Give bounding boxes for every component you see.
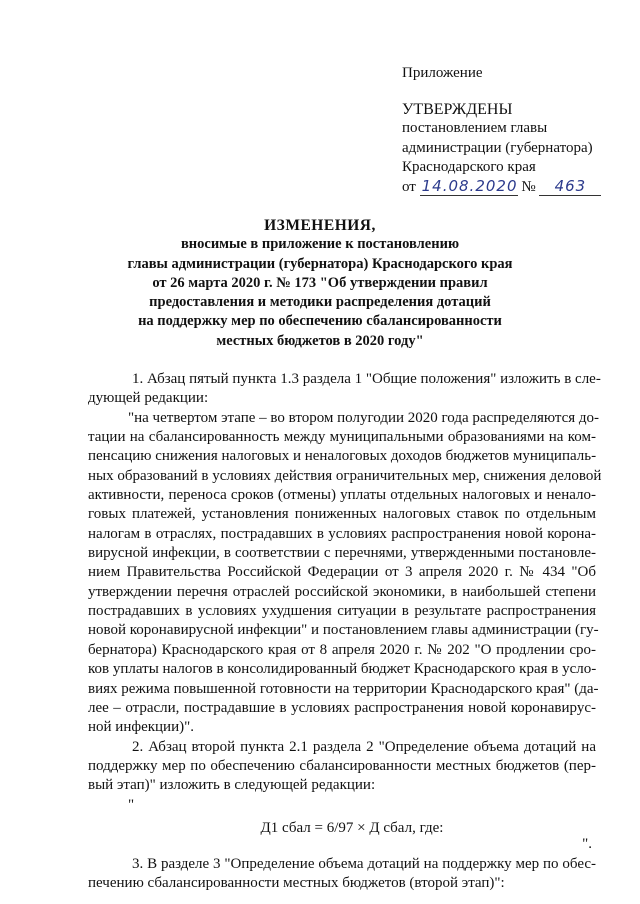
approval-line-3: Краснодарского края (402, 159, 536, 175)
quote-line: тации на сбалансированность между муниципальными образованиями на ком- (88, 429, 596, 446)
quote-line: утверждении перечня отраслей российской экономики, в наибольшей степени (88, 583, 596, 600)
title-line: местных бюджетов в 2020 году" (216, 332, 424, 349)
formula: Д1 сбал = 6/97 × Д сбал, где: (260, 819, 444, 836)
quote-line: бернатора) Краснодарского края от 8 апреля 2020 г. № 202 "О продлении сро- (88, 641, 596, 658)
paragraph-line: 3. В разделе 3 "Определение объема дотаций на поддержку мер по обес- (132, 855, 596, 872)
quote-line: ных образований в условиях действия ограничительных мер, снижения деловой (88, 467, 602, 484)
quote-line: вирусной инфекции, в соответствии с перечнями, утвержденными постановле- (88, 545, 596, 562)
paragraph-line: поддержку мер по обеспечению сбалансированности местных бюджетов (пер- (88, 757, 596, 774)
approval-line-1: постановлением главы (402, 120, 548, 136)
quote-line: "на четвертом этапе – во втором полугодии 2020 года распределяются до- (128, 409, 600, 426)
document-body (88, 370, 602, 893)
title-line: от 26 марта 2020 г. № 173 "Об утверждении правил (152, 274, 488, 291)
paragraph-line: 2. Абзац второй пункта 2.1 раздела 2 "Определение объема дотаций на (132, 738, 596, 755)
quote-line: ков уплаты налогов в консолидированный бюджет Краснодарского края в усло- (88, 661, 597, 678)
quote-line: говых платежей, установления пониженных налоговых ставок по отдельным (88, 506, 596, 523)
approval-line-2: администрации (губернатора) (402, 139, 593, 156)
quote-open-mark: " (128, 796, 135, 813)
handwritten-number: 463 (539, 178, 601, 196)
quote-line: ной инфекции)". (88, 719, 194, 736)
quote-line: нием Правительства Российской Федерации от 3 апреля 2020 г. № 434 "Об (88, 564, 596, 581)
from-label: от (402, 178, 416, 195)
paragraph-line: дующей редакции: (88, 390, 209, 407)
paragraph-line: вый этап)" изложить в следующей редакции: (88, 777, 376, 794)
handwritten-date: 14.08.2020 (421, 176, 518, 195)
approval-date-line (402, 178, 627, 198)
title-line: вносимые в приложение к постановлению (180, 236, 460, 253)
title-line: предоставления и методики распределения дотаций (149, 294, 491, 311)
quote-line: пенсацию снижения налоговых и неналоговых доходов бюджетов муниципаль- (88, 448, 597, 465)
quote-line: лее – отрасли, пострадавшие в условиях распространения новой коронавирус- (88, 699, 596, 716)
quote-line: пострадавших в условиях ухудшения ситуации в результате распространения (88, 603, 596, 620)
paragraph-line: печению сбалансированности местных бюджетов (второй этап)": (88, 874, 505, 891)
number-label: № (521, 178, 536, 195)
title-main: ИЗМЕНЕНИЯ, (264, 217, 376, 234)
paragraph-line: 1. Абзац пятый пункта 1.3 раздела 1 "Общие положения" изложить в сле- (132, 371, 601, 387)
appendix-label: Приложение (402, 65, 483, 81)
quote-line: виях режима повышенной готовности на территории Краснодарского края" (да- (88, 680, 599, 697)
quote-line: налогам в отраслях, пострадавших в условиях распространения новой корона- (88, 525, 596, 542)
document-title (90, 216, 550, 351)
title-line: главы администрации (губернатора) Краснодарского края (127, 255, 513, 272)
approval-block (402, 64, 627, 197)
title-line: на поддержку мер по обеспечению сбалансированности (138, 313, 502, 330)
quote-line: активности, переноса сроков (отмены) уплаты отдельных налоговых и ненало- (88, 487, 596, 504)
quote-line: новой коронавирусной инфекции" и постановлением главы администрации (гу- (88, 622, 599, 639)
approved-label: УТВЕРЖДЕНЫ (402, 100, 513, 118)
quote-close-mark: ". (582, 835, 592, 852)
